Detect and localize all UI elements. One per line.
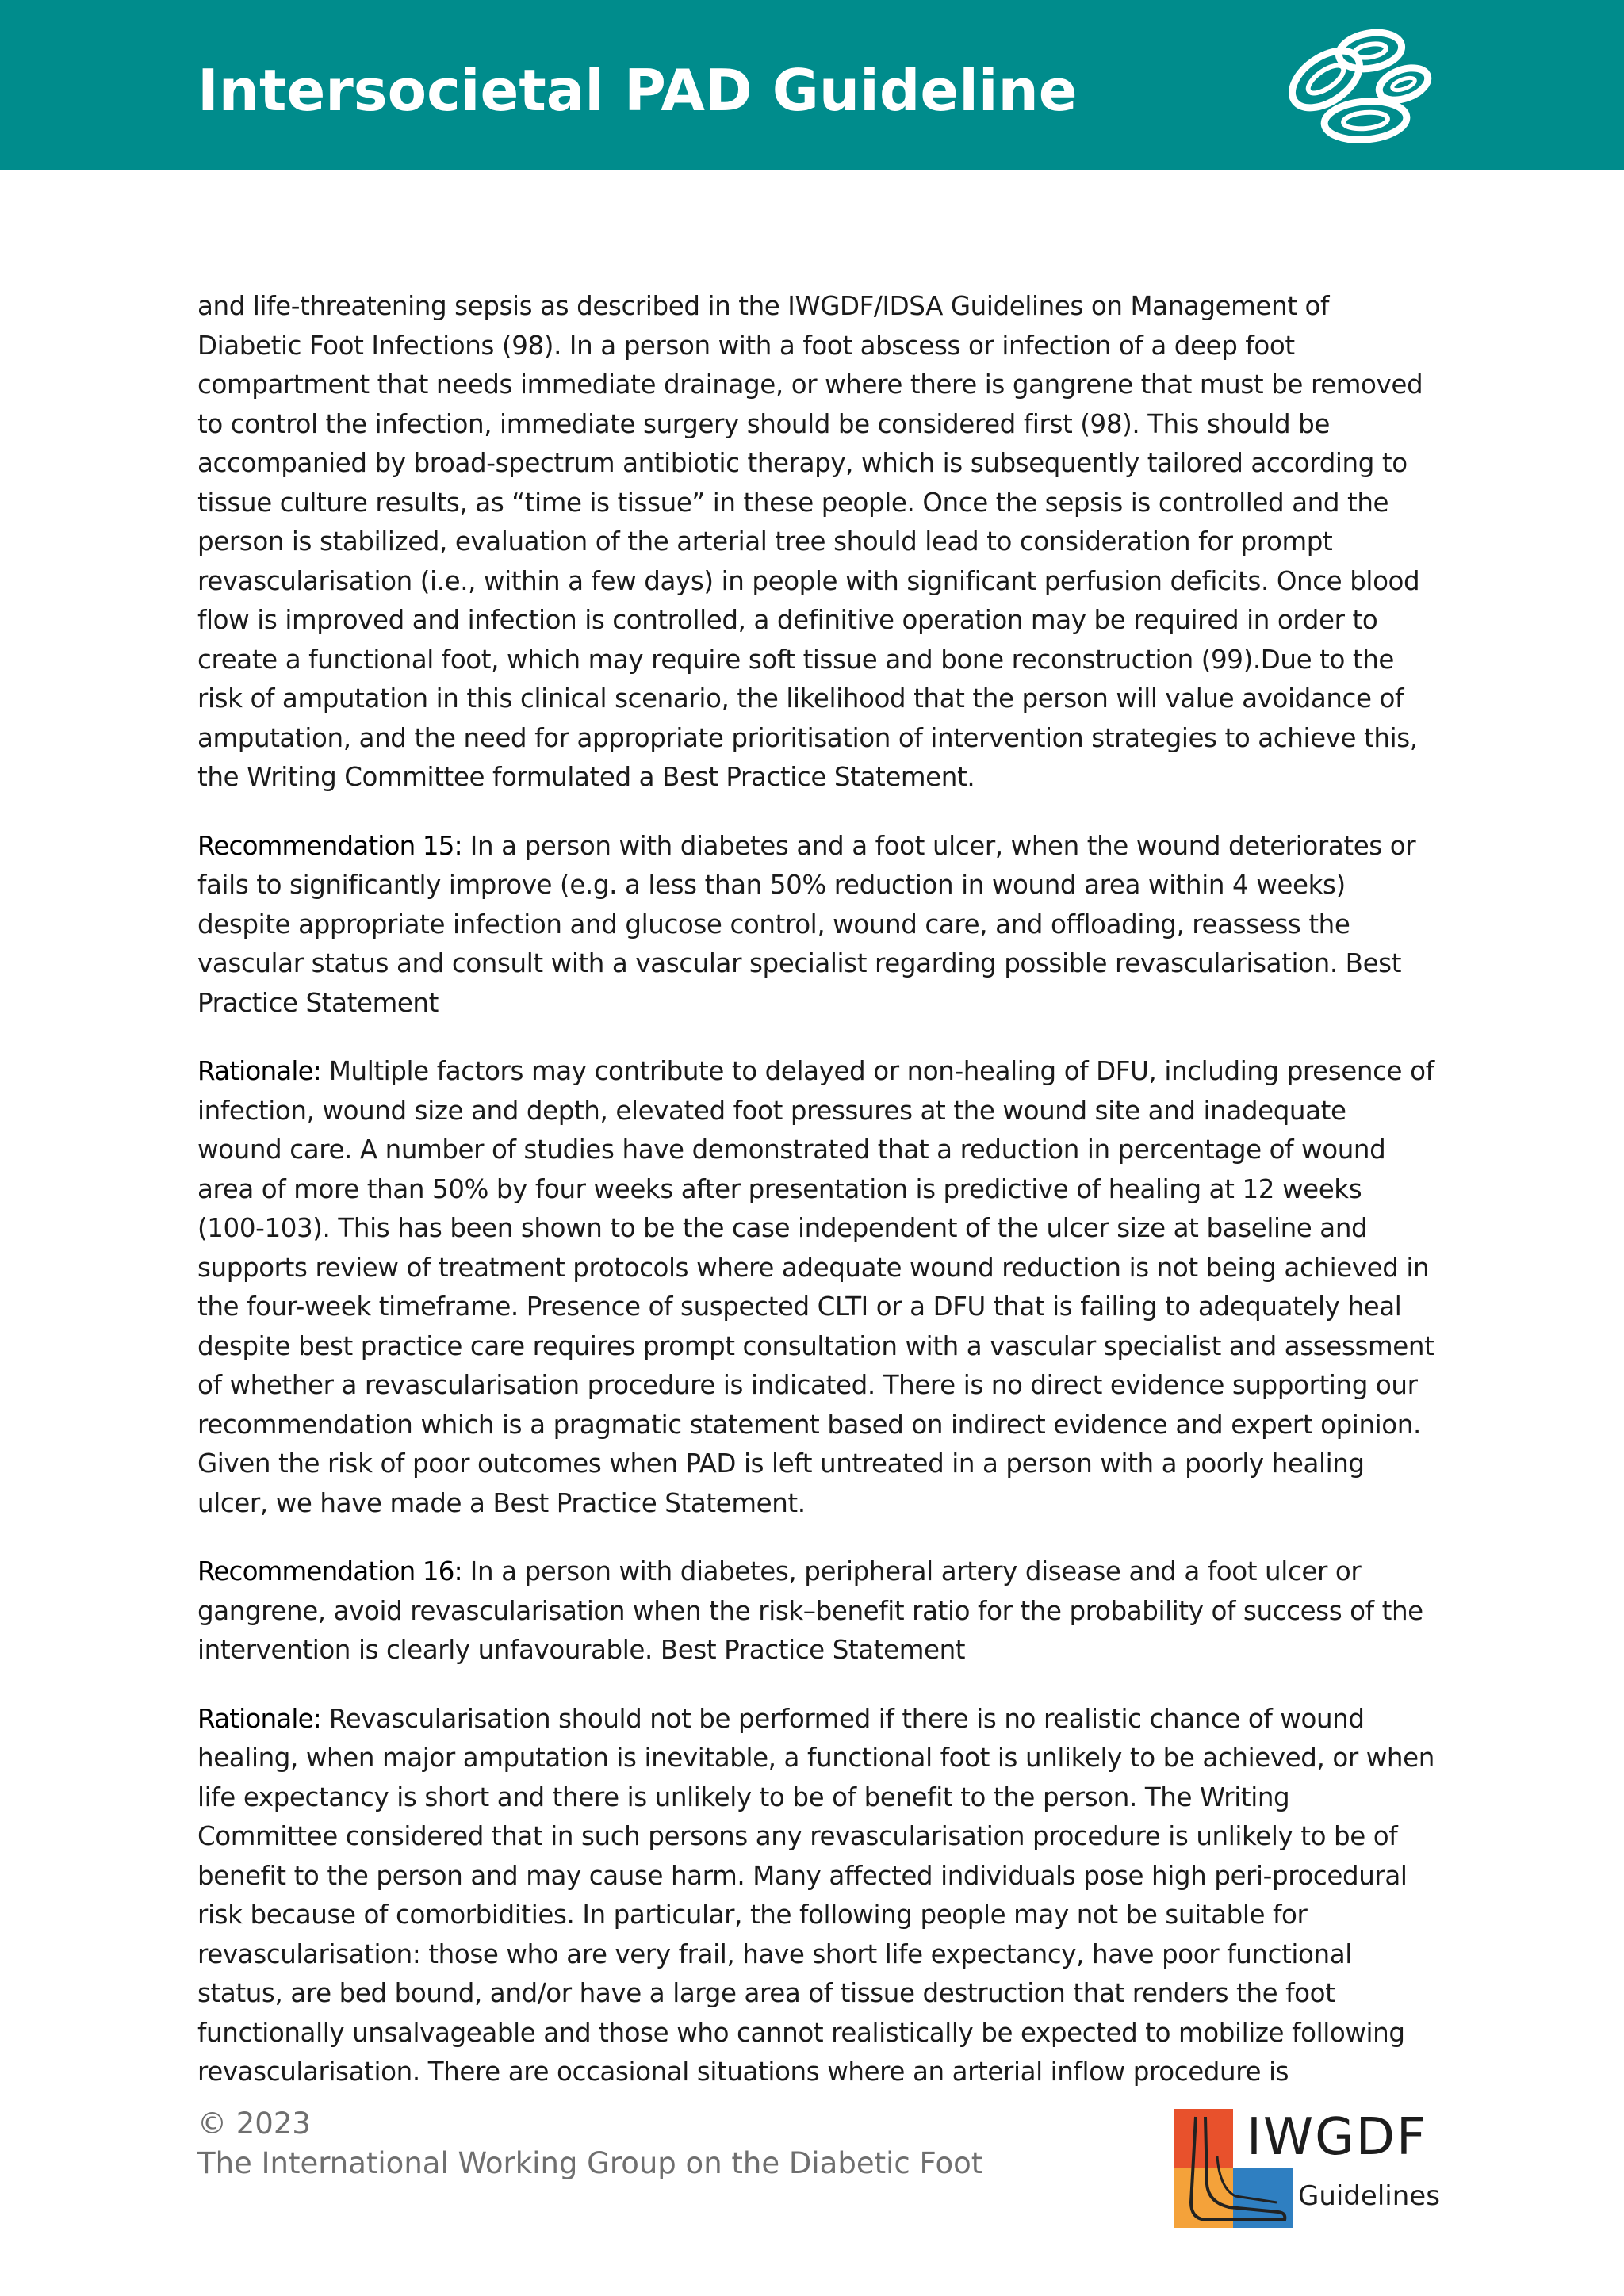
page-footer bbox=[197, 2104, 982, 2183]
iwgdf-logo-subtitle: Guidelines bbox=[1298, 2180, 1440, 2212]
recommendation-15-text: In a person with diabetes and a foot ulcer, when the wound deteriorates or fails to significantly improve (e.g. a less than 50% reduction in wound area within 4 weeks) despite appropriate infection and glucose control, wound care, and offloading, reassess the vascular status and consult with a vascular specialist regarding possible revascularisation. Best Practice Statement bbox=[197, 830, 1416, 1018]
rationale-16-label: Rationale: bbox=[197, 1703, 321, 1734]
rationale-15-label: Rationale: bbox=[197, 1056, 321, 1086]
page-body bbox=[197, 287, 1434, 2122]
recommendation-16-text: In a person with diabetes, peripheral artery disease and a foot ulcer or gangrene, avoid revascularisation when the risk–benefit ratio for the probability of success of the intervention is clearly unfavourable. Best Practice Statement bbox=[197, 1556, 1423, 1665]
copyright: © 2023 bbox=[197, 2107, 311, 2141]
page-header bbox=[0, 0, 1624, 170]
recommendation-16 bbox=[197, 1552, 1434, 1670]
header-title: Intersocietal PAD Guideline bbox=[197, 57, 1078, 124]
iwgdf-logo-title: IWGDF bbox=[1247, 2108, 1427, 2167]
recommendation-15 bbox=[197, 827, 1434, 1024]
rationale-16 bbox=[197, 1700, 1434, 2092]
recommendation-15-label: Recommendation 15: bbox=[197, 830, 462, 861]
cells-logo-icon bbox=[1269, 17, 1435, 152]
rationale-16-text: Revascularisation should not be performed if there is no realistic chance of wound healing, when major amputation is inevitable, a functional foot is unlikely to be achieved, or when life expectancy is short and there is unlikely to be of benefit to the person. The Writing Committee considered that in such persons any revascularisation procedure is unlikely to be of benefit to the person and may cause harm. Many affected individuals pose high peri-procedural risk because of comorbidities. In particular, the following people may not be suitable for revascularisation: those who are very frail, have short life expectancy, have poor functional status, are bed bound, and/or have a large area of tissue destruction that renders the foot functionally unsalvageable and those who cannot realistically be expected to mobilize following revascularisation. There are occasional situations where an arterial inflow procedure is bbox=[197, 1703, 1434, 2087]
rationale-15-text: Multiple factors may contribute to delayed or non-healing of DFU, including presence of infection, wound size and depth, elevated foot pressures at the wound site and inadequate wound care. A number of studies have demonstrated that a reduction in percentage of wound area of more than 50% by four weeks after presentation is predictive of healing at 12 weeks (100-103). This has been shown to be the case independent of the ulcer size at baseline and supports review of treatment protocols where adequate wound reduction is not being achieved in the four-week timeframe. Presence of suspected CLTI or a DFU that is failing to adequately heal despite best practice care requires prompt consultation with a vascular specialist and assessment of whether a revascularisation procedure is indicated. There is no direct evidence supporting our recommendation which is a pragmatic statement based on indirect evidence and expert opinion. Given the risk of poor outcomes when PAD is left untreated in a person with a poorly healing ulcer, we have made a Best Practice Statement. bbox=[197, 1056, 1434, 1518]
rationale-15 bbox=[197, 1052, 1434, 1523]
recommendation-16-label: Recommendation 16: bbox=[197, 1556, 462, 1586]
intro-paragraph: and life-threatening sepsis as described in the IWGDF/IDSA Guidelines on Management of Diabetic Foot Infections (98). In a person with a foot abscess or infection of a deep foot compartment that needs immediate drainage, or where there is gangrene that must be removed to control the infection, immediate surgery should be considered first (98). This should be accompanied by broad-spectrum antibiotic therapy, which is subsequently tailored according to tissue culture results, as “time is tissue” in these people. Once the sepsis is controlled and the person is stabilized, evaluation of the arterial tree should lead to consideration for prompt revascularisation (i.e., within a few days) in people with significant perfusion deficits. Once blood flow is improved and infection is controlled, a definitive operation may be required in order to create a functional foot, which may require soft tissue and bone reconstruction (99).Due to the risk of amputation in this clinical scenario, the likelihood that the person will value avoidance of amputation, and the need for appropriate prioritisation of intervention strategies to achieve this, the Writing Committee formulated a Best Practice Statement. bbox=[197, 291, 1423, 792]
organization-name: The International Working Group on the Diabetic Foot bbox=[197, 2146, 983, 2180]
